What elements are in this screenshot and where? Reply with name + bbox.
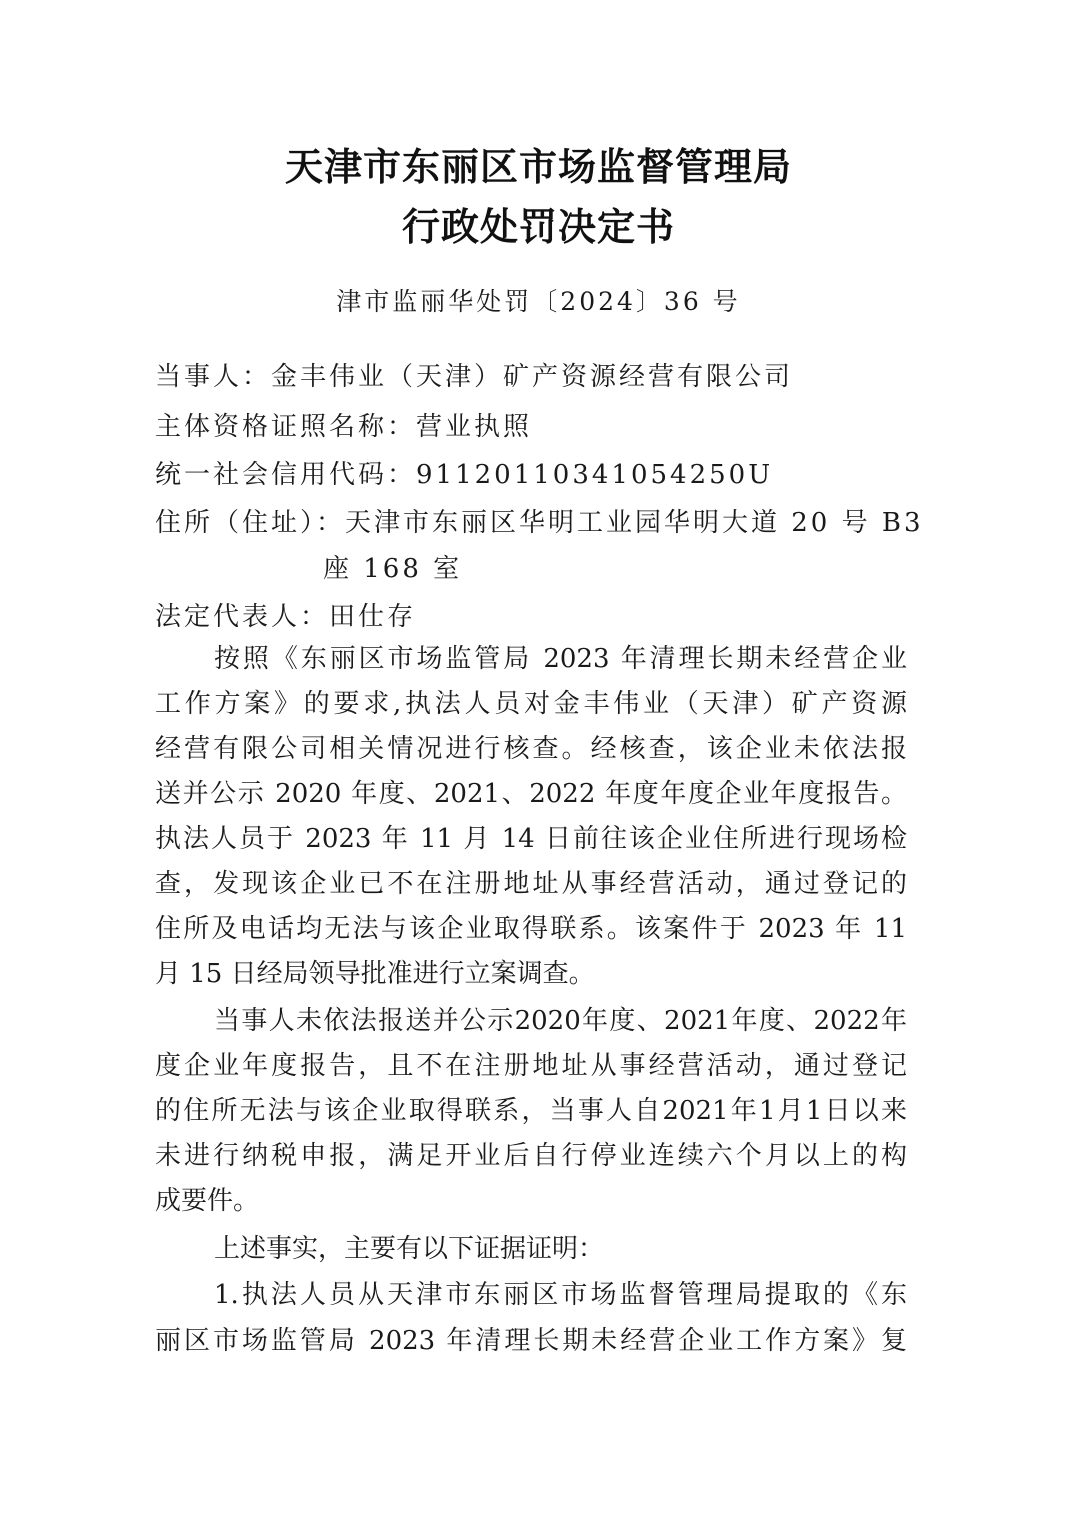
paragraph-line: 执法人员于 2023 年 11 月 14 日前往该企业住所进行现场检	[155, 824, 907, 854]
paragraph-line: 工作方案》的要求,执法人员对金丰伟业（天津）矿产资源	[155, 689, 907, 719]
document-number: 津市监丽华处罚〔2024〕36 号	[336, 287, 741, 316]
paragraph-line: 查，发现该企业已不在注册地址从事经营活动，通过登记的	[155, 869, 907, 899]
paragraph-line: 未进行纳税申报，满足开业后自行停业连续六个月以上的构	[155, 1141, 907, 1171]
evidence-intro: 上述事实，主要有以下证据证明：	[214, 1234, 605, 1264]
party-field: 当事人：金丰伟业（天津）矿产资源经营有限公司	[155, 362, 794, 392]
paragraph-line: 送并公示 2020 年度、2021、2022 年度年度企业年度报告。	[155, 779, 907, 809]
paragraph-line: 的住所无法与该企业取得联系，当事人自2021年1月1日以来	[155, 1096, 907, 1126]
paragraph-line: 月 15 日经局领导批准进行立案调查。	[155, 959, 595, 989]
evidence-item: 1.执法人员从天津市东丽区市场监督管理局提取的《东	[214, 1280, 907, 1310]
paragraph-line: 度企业年度报告，且不在注册地址从事经营活动，通过登记	[155, 1051, 907, 1081]
paragraph-line: 当事人未依法报送并公示2020年度、2021年度、2022年	[214, 1006, 907, 1036]
legal-representative-field: 法定代表人：田仕存	[155, 602, 417, 632]
evidence-item: 丽区市场监管局 2023 年清理长期未经营企业工作方案》复	[155, 1326, 907, 1356]
address-field-line2: 座 168 室	[323, 554, 463, 584]
document-title-type: 行政处罚决定书	[401, 205, 675, 249]
license-name-field: 主体资格证照名称：营业执照	[155, 412, 533, 442]
paragraph-line: 成要件。	[155, 1186, 260, 1216]
credit-code-field: 统一社会信用代码：91120110341054250U	[155, 460, 774, 490]
paragraph-line: 按照《东丽区市场监管局 2023 年清理长期未经营企业	[214, 644, 907, 674]
address-field-line1: 住所（住址）：天津市东丽区华明工业园华明大道 20 号 B3	[155, 508, 924, 538]
paragraph-line: 住所及电话均无法与该企业取得联系。该案件于 2023 年 11	[155, 914, 907, 944]
paragraph-line: 经营有限公司相关情况进行核查。经核查，该企业未依法报	[155, 734, 907, 764]
document-title-authority: 天津市东丽区市场监督管理局	[284, 145, 792, 189]
